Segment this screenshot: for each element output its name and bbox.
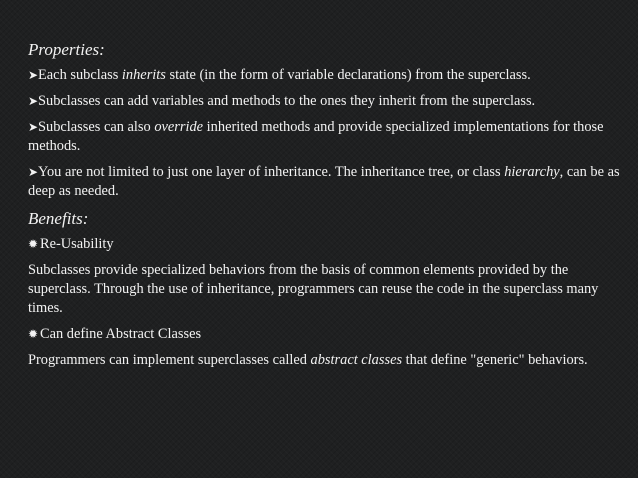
- benefit-text-1: Subclasses provide specialized behaviors from the basis of common elements provided by the superclass. Through the use of inheritance, programmers can reuse the code in the superclass many times.: [28, 262, 599, 316]
- benefit-text-2: Programmers can implement superclasses called abstract classes that define "generic" behaviors.: [28, 352, 588, 368]
- property-item-1: ➤Each subclass inherits state (in the form of variable declarations) from the superclass.: [28, 67, 531, 83]
- benefit-label-1: ✹ Re-Usability: [28, 236, 114, 252]
- arrow-bullet-icon: ➤: [28, 165, 39, 179]
- arrow-bullet-icon: ➤: [28, 120, 39, 134]
- properties-heading: Properties:: [28, 40, 105, 59]
- property-item-4: ➤You are not limited to just one layer of inheritance. The inheritance tree, or class hierarchy, can be as deep as needed.: [28, 164, 620, 199]
- property-item-2: ➤Subclasses can add variables and methods to the ones they inherit from the superclass.: [28, 93, 536, 109]
- star-bullet-icon: ✹: [28, 327, 39, 341]
- benefits-heading: Benefits:: [28, 209, 89, 228]
- star-bullet-icon: ✹: [28, 237, 39, 251]
- property-item-3: ➤Subclasses can also override inherited methods and provide specialized implementations for those methods.: [28, 119, 604, 154]
- slide-content: [28, 40, 628, 377]
- arrow-bullet-icon: ➤: [28, 94, 39, 108]
- arrow-bullet-icon: ➤: [28, 68, 39, 82]
- benefit-label-2: ✹ Can define Abstract Classes: [28, 326, 202, 342]
